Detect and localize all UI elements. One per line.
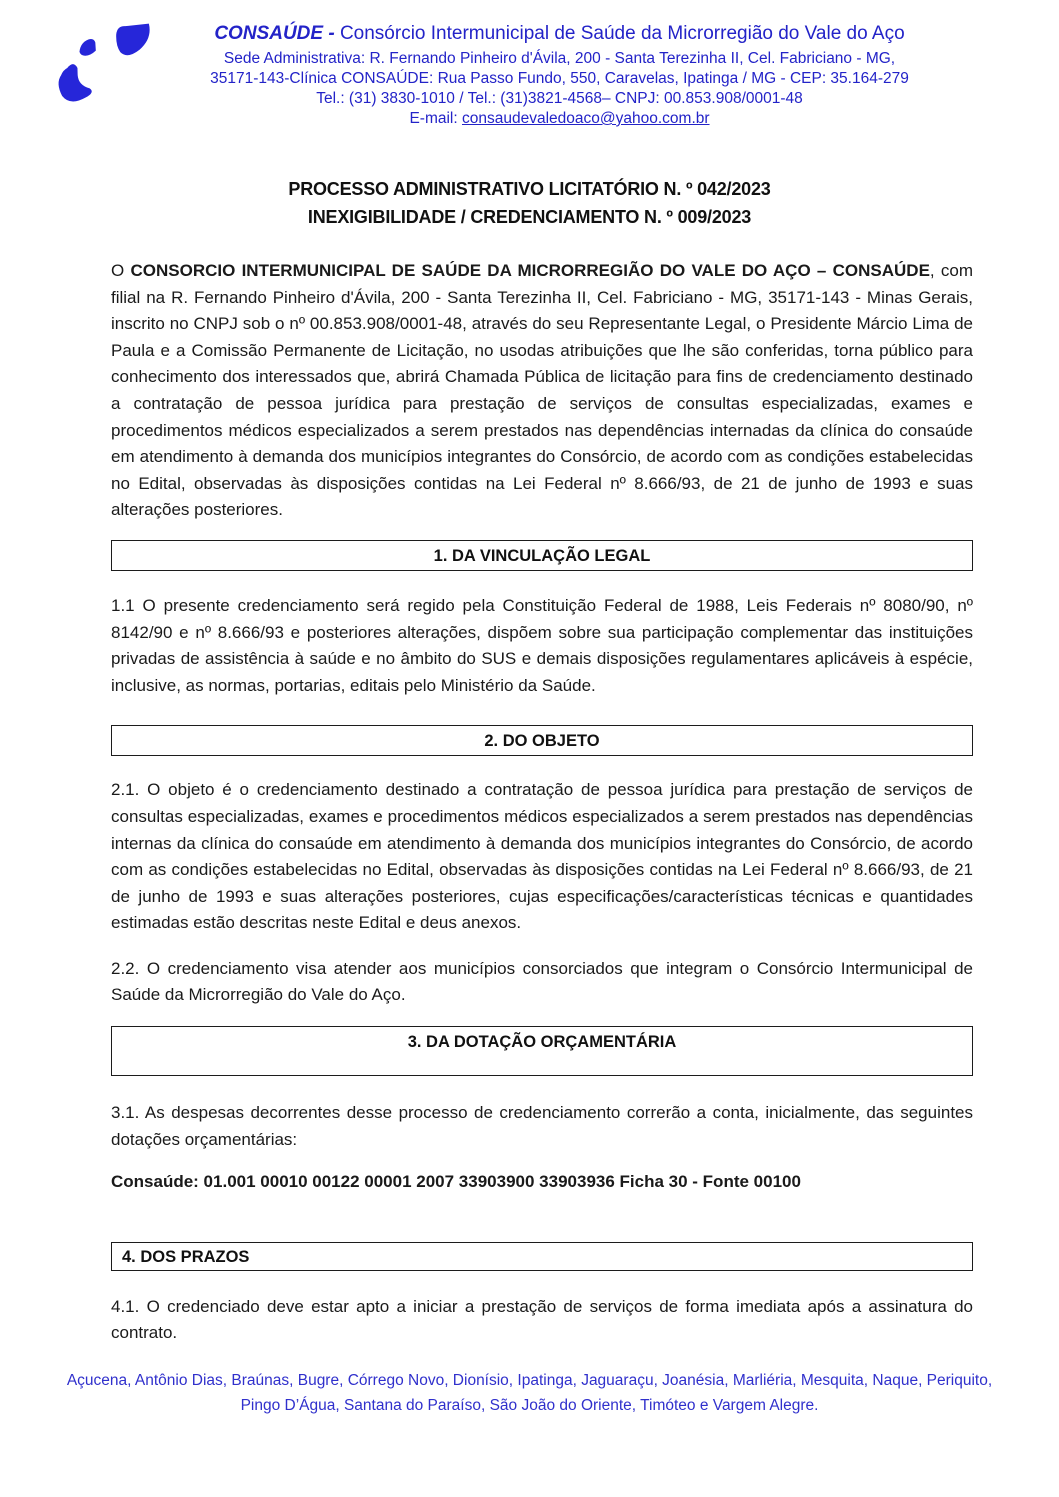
email-link[interactable]: consaudevaledoaco@yahoo.com.br [462,110,710,127]
consaude-logo-icon [50,18,160,120]
email-label: E-mail: [409,110,462,127]
org-name [60,22,1059,46]
paragraph-3-1: 3.1. As despesas decorrentes desse processo de credenciamento correrão a conta, inicialmente, das seguintes dotações orçamentárias: [111,1103,973,1149]
document-title-line-1: PROCESSO ADMINISTRATIVO LICITATÓRIO N. º 042/2023 [288,179,771,199]
footer-municipalities [0,1368,1059,1418]
org-name-full: Consórcio Intermunicipal de Saúde da Microrregião do Vale do Aço [334,23,905,44]
document-body [111,258,973,1347]
org-name-acronym: CONSAÚDE - [214,23,335,44]
phone-cnpj-line: Tel.: (31) 3830-1010 / Tel.: (31)3821-4568– CNPJ: 00.853.908/0001-48 [316,90,803,107]
letterhead [0,0,1059,129]
intro-lead: O [111,261,131,280]
paragraph-4-1: 4.1. O credenciado deve estar apto a iniciar a prestação de serviços de forma imediata após a assinatura do contrato. [111,1296,973,1343]
section-1-heading: 1. DA VINCULAÇÃO LEGAL [433,546,651,565]
footer-line-2: Pingo D’Água, Santana do Paraíso, São João do Oriente, Timóteo e Vargem Alegre. [240,1397,819,1414]
email-line [60,109,1059,129]
intro-org-bold: CONSORCIO INTERMUNICIPAL DE SAÚDE DA MICRORREGIÃO DO VALE DO AÇO – CONSAÚDE [130,261,930,280]
section-3-heading: 3. DA DOTAÇÃO ORÇAMENTÁRIA [407,1033,677,1052]
footer-line-1: Açucena, Antônio Dias, Braúnas, Bugre, Córrego Novo, Dionísio, Ipatinga, Jaguaraçu, Joanésia, Marliéria, Mesquita, Naque, Periquito, [66,1372,993,1389]
intro-paragraph [111,258,973,524]
paragraph-2-2: 2.2. O credenciamento visa atender aos municípios consorciados que integram o Consórcio Intermunicipal de Saúde da Microrregião do Vale do Aço. [111,958,973,1005]
document-title-line-2: INEXIGIBILIDADE / CREDENCIAMENTO N. º 009/2023 [307,207,752,227]
budget-allocation-line: Consaúde: 01.001 00010 00122 00001 2007 33903900 33903936 Ficha 30 - Fonte 00100 [111,1172,801,1192]
section-2-heading-box [111,725,973,756]
section-2-heading: 2. DO OBJETO [484,732,600,751]
section-4-heading: 4. DOS PRAZOS [122,1247,250,1266]
paragraph-1-1: 1.1 O presente credenciamento será regido pela Constituição Federal de 1988, Leis Federais nº 8080/90, nº 8142/90 e nº 8.666/93 e posteriores alterações, dispõem sobre sua participação complementar das instituições privadas de assistência à saúde e no âmbito do SUS e demais disposições regulamentares aplicáveis à espécie, inclusive, as normas, portarias, editais pelo Ministério da Saúde. [111,595,973,695]
document-title [0,175,1059,231]
letterhead-text [60,22,1059,129]
intro-rest: , com filial na R. Fernando Pinheiro d'Ávila, 200 - Santa Terezinha II, Cel. Fabriciano - MG, 35171-143 - Minas Gerais, inscrito no CNPJ sob o nº 00.853.908/0001-48, através do seu Representante Legal, o Presidente Márcio Lima de Paula e a Comissão Permanente de Licitação, no usodas atribuições que lhe são conferidas, torna público para conhecimento dos interessados que, abrirá Chamada Pública de licitação para fins de credenciamento destinado a contratação de pessoa jurídica para prestação de serviços de consultas especializadas, exames e procedimentos médicos especializados a serem prestados nas dependências internadas da clínica do consaúde em atendimento à demanda dos municípios integrantes do Consórcio, de acordo com as condições estabelecidas no Edital, observadas às disposições contidas na Lei Federal nº 8.666/93, de 21 de junho de 1993 e suas alterações posteriores. [111,261,974,520]
section-4-heading-box [111,1242,973,1271]
section-3-heading-box [111,1026,973,1076]
paragraph-2-1: 2.1. O objeto é o credenciamento destinado a contratação de pessoa jurídica para prestação de serviços de consultas especializadas, exames e procedimentos médicos especializados a serem prestados nas dependências internas da clínica do consaúde em atendimento à demanda dos municípios integrantes do Consórcio, de acordo com as condições estabelecidas no Edital, observadas às disposições contidas na Lei Federal nº 8.666/93, de 21 de junho de 1993 e suas alterações posteriores, cujas especificações/características técnicas e quantidades estimadas estão descritas neste Edital e deus anexos. [111,780,973,933]
address-line-2: 35171-143-Clínica CONSAÚDE: Rua Passo Fundo, 550, Caravelas, Ipatinga / MG - CEP: 35.164-279 [210,70,909,87]
section-1-heading-box [111,540,973,571]
address-line-1: Sede Administrativa: R. Fernando Pinheiro d'Ávila, 200 - Santa Terezinha II, Cel. Fabriciano - MG, [223,50,896,67]
